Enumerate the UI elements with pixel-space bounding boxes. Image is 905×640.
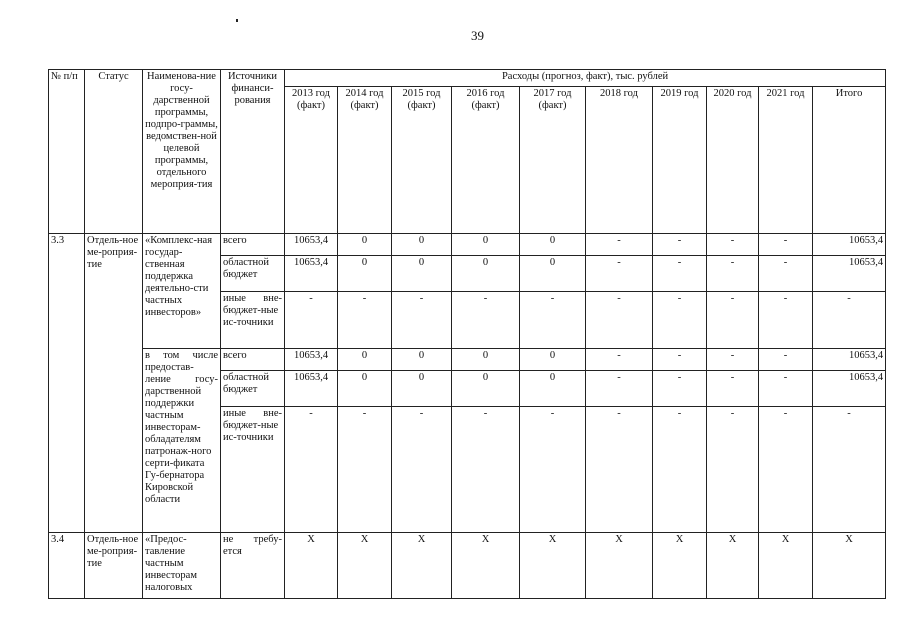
value-cell: - [338, 292, 392, 349]
value-cell: - [653, 371, 707, 407]
row-3-4-name: «Предос-тавление частным инвесторам налоговых [143, 533, 221, 599]
value-cell: - [520, 292, 586, 349]
header-year-2015: 2015 год (факт) [392, 87, 452, 234]
value-cell: 0 [392, 234, 452, 256]
row-3-3-a2-source: областной бюджет [221, 256, 285, 292]
value-cell: 10653,4 [285, 256, 338, 292]
value-cell: - [452, 407, 520, 533]
value-cell: - [759, 407, 813, 533]
value-cell: 0 [452, 256, 520, 292]
row-3-3-num: 3.3 [49, 234, 85, 533]
value-cell: 0 [338, 371, 392, 407]
value-cell: X [653, 533, 707, 599]
value-cell: X [759, 533, 813, 599]
value-cell: 10653,4 [285, 371, 338, 407]
value-cell: 0 [338, 234, 392, 256]
value-cell: - [653, 256, 707, 292]
row-3-3-a3-source: иные вне-бюджет-ные ис-точники [221, 292, 285, 349]
value-cell: - [653, 349, 707, 371]
value-cell-total: - [813, 407, 886, 533]
page-number: 39 [471, 28, 484, 43]
value-cell-total: 10653,4 [813, 234, 886, 256]
value-cell: - [759, 371, 813, 407]
value-cell: - [392, 292, 452, 349]
header-year-2019: 2019 год [653, 87, 707, 234]
value-cell: 0 [452, 349, 520, 371]
header-expenses: Расходы (прогноз, факт), тыс. рублей [285, 70, 886, 87]
value-cell-total: X [813, 533, 886, 599]
header-year-2018: 2018 год [586, 87, 653, 234]
value-cell: - [653, 292, 707, 349]
value-cell: 0 [392, 256, 452, 292]
row-3-3-b3-source: иные вне-бюджет-ные ис-точники [221, 407, 285, 533]
value-cell: 0 [452, 234, 520, 256]
row-3-3-status: Отдель-ное ме-роприя-тие [85, 234, 143, 533]
value-cell: - [586, 234, 653, 256]
value-cell: X [285, 533, 338, 599]
value-cell: X [392, 533, 452, 599]
row-3-4-num: 3.4 [49, 533, 85, 599]
header-source: Источники финанси-рования [221, 70, 285, 234]
row-3-3-b1-source: всего [221, 349, 285, 371]
value-cell-total: 10653,4 [813, 349, 886, 371]
header-total: Итого [813, 87, 886, 234]
row-3-4-source: не требу-ется [221, 533, 285, 599]
scan-speck [236, 19, 238, 22]
value-cell: X [452, 533, 520, 599]
header-year-2021: 2021 год [759, 87, 813, 234]
value-cell: - [586, 292, 653, 349]
value-cell: 0 [392, 349, 452, 371]
value-cell: 0 [520, 371, 586, 407]
header-year-2016: 2016 год (факт) [452, 87, 520, 234]
value-cell: - [586, 407, 653, 533]
value-cell: X [338, 533, 392, 599]
value-cell: - [759, 234, 813, 256]
value-cell: - [707, 371, 759, 407]
row-3-3-a1-source: всего [221, 234, 285, 256]
value-cell: - [520, 407, 586, 533]
value-cell: - [707, 349, 759, 371]
header-name: Наименова-ние госу-дарственной программы, подпро-граммы, ведомствен-ной целевой программы, отдельного мероприя-тия [143, 70, 221, 234]
value-cell: X [707, 533, 759, 599]
value-cell: 10653,4 [285, 234, 338, 256]
value-cell: X [586, 533, 653, 599]
value-cell: - [586, 349, 653, 371]
value-cell: - [707, 292, 759, 349]
value-cell: 0 [520, 256, 586, 292]
header-year-2017: 2017 год (факт) [520, 87, 586, 234]
value-cell: - [653, 234, 707, 256]
value-cell: 0 [338, 349, 392, 371]
value-cell-total: - [813, 292, 886, 349]
row-3-4-status: Отдель-ное ме-роприя-тие [85, 533, 143, 599]
value-cell: - [452, 292, 520, 349]
value-cell: 0 [520, 349, 586, 371]
header-year-2013: 2013 год (факт) [285, 87, 338, 234]
value-cell: - [707, 407, 759, 533]
row-3-3-name: «Комплекс-ная государ-ственная поддержка деятельно-сти частных инвесторов» [143, 234, 221, 349]
expenses-table [48, 69, 886, 599]
value-cell: X [520, 533, 586, 599]
row-3-3-b2-source: областной бюджет [221, 371, 285, 407]
value-cell: - [586, 371, 653, 407]
value-cell: - [707, 234, 759, 256]
value-cell: - [653, 407, 707, 533]
header-year-2020: 2020 год [707, 87, 759, 234]
value-cell: - [392, 407, 452, 533]
header-num: № п/п [49, 70, 85, 234]
value-cell-total: 10653,4 [813, 256, 886, 292]
value-cell: 0 [520, 234, 586, 256]
value-cell: - [759, 256, 813, 292]
value-cell: 0 [338, 256, 392, 292]
value-cell: 10653,4 [285, 349, 338, 371]
value-cell: - [285, 292, 338, 349]
value-cell: - [285, 407, 338, 533]
header-year-2014: 2014 год (факт) [338, 87, 392, 234]
value-cell: - [707, 256, 759, 292]
value-cell: - [586, 256, 653, 292]
value-cell: - [759, 349, 813, 371]
value-cell-total: 10653,4 [813, 371, 886, 407]
value-cell: 0 [452, 371, 520, 407]
value-cell: 0 [392, 371, 452, 407]
row-3-3-subname: в том числе предостав-ление госу-дарственной поддержки частным инвесторам-обладателям патронаж-ного серти-фиката Гу-бернатора Кировской области [143, 349, 221, 533]
value-cell: - [759, 292, 813, 349]
header-status: Статус [85, 70, 143, 234]
value-cell: - [338, 407, 392, 533]
